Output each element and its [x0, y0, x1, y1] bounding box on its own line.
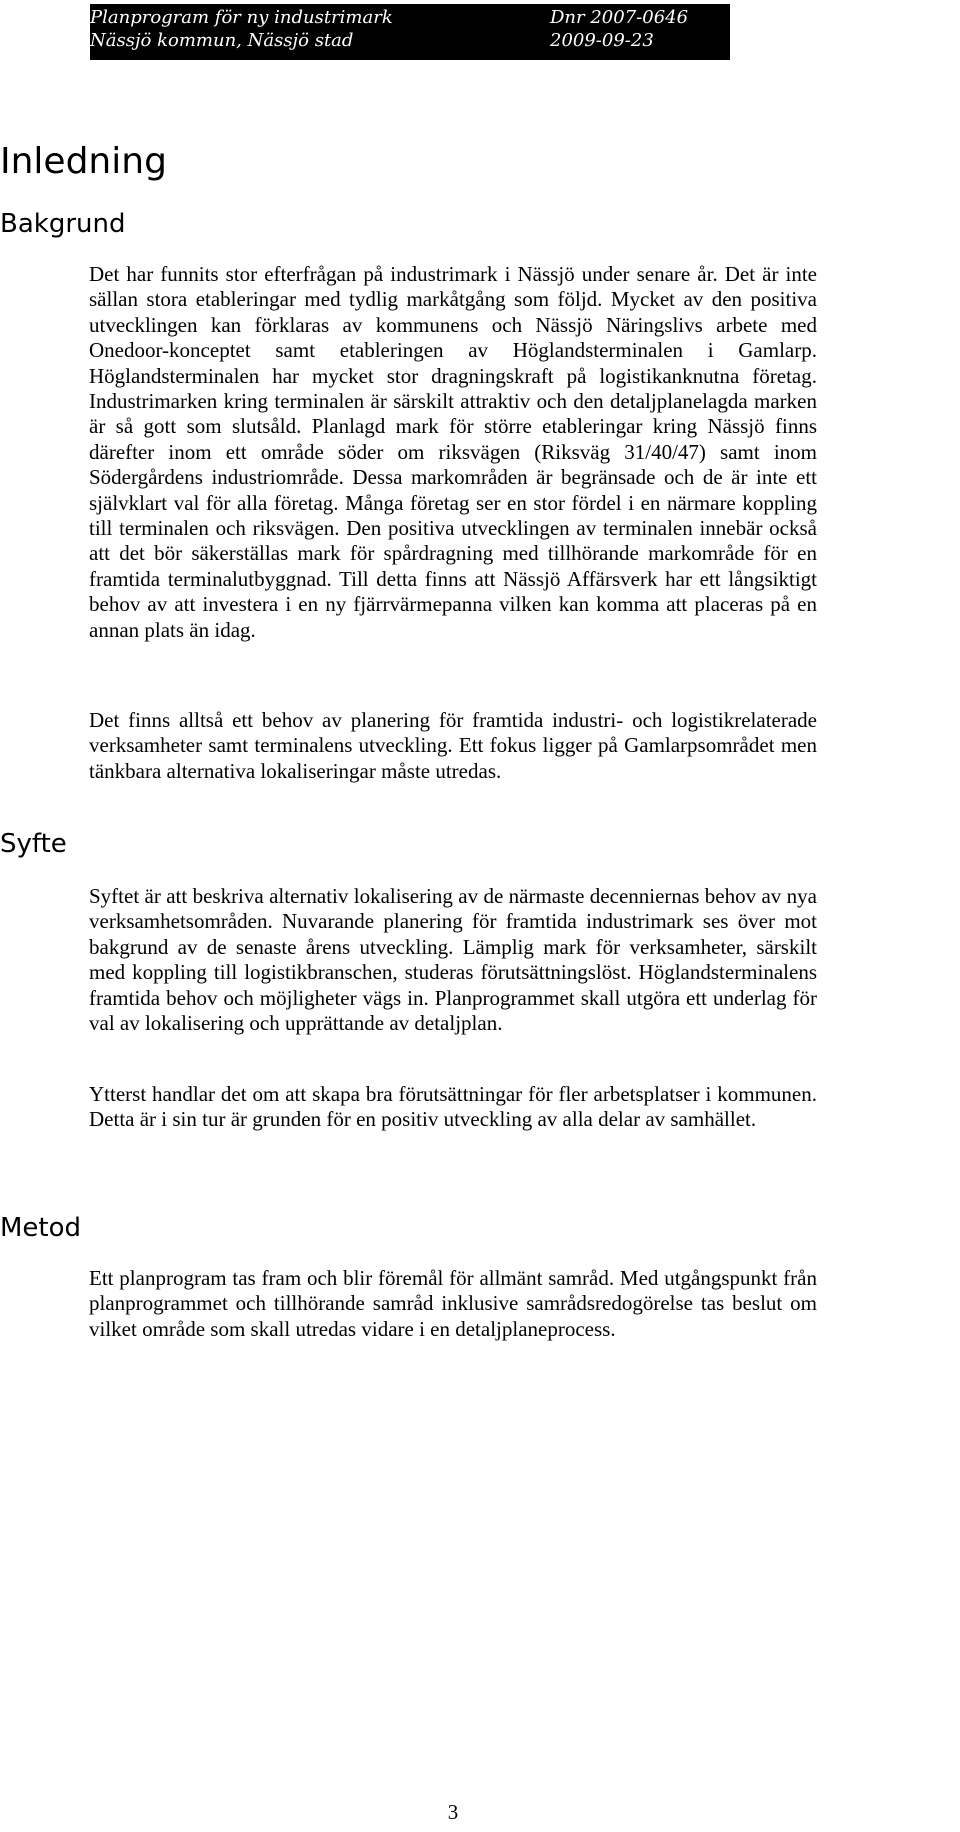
header-right: [550, 6, 688, 52]
heading-bakgrund: Bakgrund: [0, 209, 126, 239]
heading-syfte: Syfte: [0, 829, 67, 859]
syfte-paragraph-2: Ytterst handlar det om att skapa bra förutsättningar för fler arbetsplatser i kommunen. Detta är i sin tur är grunden för en positiv utveckling av alla delar av samhället.: [89, 1082, 817, 1132]
heading-metod: Metod: [0, 1213, 82, 1243]
syfte-paragraph-1: Syftet är att beskriva alternativ lokalisering av de närmaste decenniernas behov av nya verksamhetsområden. Nuvarande planering för framtida industrimark ses över mot bakgrund av de senaste årens utveckling. Lämplig mark för verksamheter, särskilt med koppling till logistikbranschen, studeras förutsättningslöst. Höglandsterminalens framtida behov och möjligheter vägs in. Planprogrammet skall utgöra ett underlag för val av lokalisering och upprättande av detaljplan.: [89, 884, 817, 1036]
page-header: [90, 4, 730, 60]
bakgrund-paragraph-1: Det har funnits stor efterfrågan på industrimark i Nässjö under senare år. Det är inte sällan stora etableringar med tydlig markåtgång som följd. Mycket av den positiva utvecklingen kan förklaras av kommunens och Nässjö Näringslivs arbete med Onedoor-konceptet samt etableringen av Höglandsterminalen i Gamlarp. Höglandsterminalen har mycket stor dragningskraft på logistikanknutna företag. Industrimarken kring terminalen är särskilt attraktiv och den detaljplanelagda marken är så gott som slutsåld. Planlagd mark för större etableringar kring Nässjö finns därefter inom ett område söder om riksvägen (Riksväg 31/40/47) samt inom Södergårdens industriområde. Dessa markområden är begränsade och de är inte ett självklart val för alla företag. Många företag ser en stor fördel i en närmare koppling till terminalen och riksvägen. Den positiva utvecklingen av terminalen innebär också att det bör säkerställas mark för spårdragning med tillhörande markområde för en framtida terminalutbyggnad. Till detta finns att Nässjö Affärsverk har ett långsiktigt behov av att investera i en ny fjärrvärmepanna vilken kan komma att placeras på en annan plats än idag.: [89, 262, 817, 642]
header-subtitle: Nässjö kommun, Nässjö stad: [90, 30, 354, 51]
metod-paragraph-1: Ett planprogram tas fram och blir föremål för allmänt samråd. Med utgångspunkt från planprogrammet och tillhörande samråd inklusive samrådsredogörelse tas beslut om vilket område som skall utredas vidare i en detaljplaneprocess.: [89, 1266, 817, 1341]
header-title: Planprogram för ny industrimark: [90, 7, 393, 28]
header-left: [90, 6, 393, 52]
header-dnr: Dnr 2007-0646: [550, 7, 689, 28]
bakgrund-paragraph-2: Det finns alltså ett behov av planering för framtida industri- och logistikrelaterade verksamheter samt terminalens utveckling. Ett fokus ligger på Gamlarpsområdet men tänkbara alternativa lokaliseringar måste utredas.: [89, 708, 817, 783]
main-heading: Inledning: [0, 141, 167, 182]
header-date: 2009-09-23: [550, 30, 654, 51]
page-number: 3: [447, 1800, 459, 1824]
